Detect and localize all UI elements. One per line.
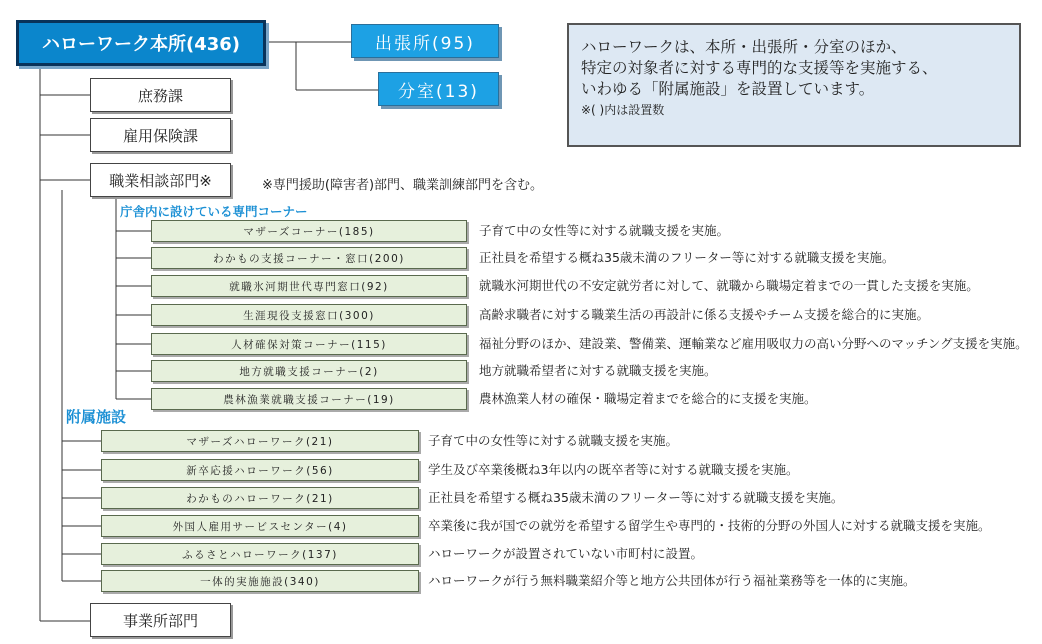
corner-description: 子育て中の女性等に対する就職支援を実施。 (479, 223, 730, 238)
dept-employment-insurance: 雇用保険課 (90, 118, 231, 152)
facility-description: 子育て中の女性等に対する就職支援を実施。 (428, 433, 679, 448)
facility-description: 卒業後に我が国での就労を希望する留学生や専門的・技術的分野の外国人に対する就職支援を実施。 (428, 518, 991, 533)
corners-heading: 庁舎内に設けている専門コーナー (120, 204, 308, 219)
info-line: 特定の対象者に対する専門的な支援等を実施する、 (581, 59, 938, 77)
dept-job-consultation: 職業相談部門※ (90, 163, 231, 197)
corner-node: 生涯現役支援窓口(300) (151, 304, 467, 326)
branch-office-node: 出張所(95) (351, 24, 499, 58)
facility-node: ふるさとハローワーク(137) (101, 543, 419, 565)
facilities-heading: 附属施設 (66, 408, 127, 426)
dept-business: 事業所部門 (90, 603, 231, 637)
corner-node: 就職氷河期世代専門窓口(92) (151, 275, 467, 297)
facility-description: ハローワークが設置されていない市町村に設置。 (428, 546, 704, 561)
corner-description: 福祉分野のほか、建設業、警備業、運輸業など雇用吸収力の高い分野へのマッチング支援を実施。 (479, 336, 1028, 351)
facility-description: 学生及び卒業後概ね3年以内の既卒者等に対する就職支援を実施。 (428, 462, 799, 477)
corner-node: 農林漁業就職支援コーナー(19) (151, 388, 467, 410)
corner-node: 人材確保対策コーナー(115) (151, 333, 467, 355)
corner-description: 高齢求職者に対する職業生活の再設計に係る支援やチーム支援を総合的に実施。 (479, 307, 930, 322)
corner-description: 正社員を希望する概ね35歳未満のフリーター等に対する就職支援を実施。 (479, 250, 895, 265)
corner-description: 農林漁業人材の確保・職場定着までを総合的に支援を実施。 (479, 391, 817, 406)
info-box (567, 23, 1021, 147)
corner-node: マザーズコーナー(185) (151, 220, 467, 242)
corner-node: わかもの支援コーナー・窓口(200) (151, 247, 467, 269)
corner-node: 地方就職支援コーナー(2) (151, 360, 467, 382)
consultation-note: ※専門援助(障害者)部門、職業訓練部門を含む。 (262, 178, 544, 193)
facility-description: 正社員を希望する概ね35歳未満のフリーター等に対する就職支援を実施。 (428, 490, 844, 505)
facility-node: 新卒応援ハローワーク(56) (101, 459, 419, 481)
info-line: ハローワークは、本所・出張所・分室のほか、 (581, 38, 907, 56)
info-footnote: ※( )内は設置数 (581, 103, 665, 117)
facility-description: ハローワークが行う無料職業紹介等と地方公共団体が行う福祉業務等を一体的に実施。 (428, 573, 916, 588)
facility-node: 外国人雇用サービスセンター(4) (101, 515, 419, 537)
dept-general-affairs: 庶務課 (90, 78, 231, 112)
sub-office-node: 分室(13) (378, 72, 499, 106)
facility-node: わかものハローワーク(21) (101, 487, 419, 509)
root-node: ハローワーク本所(436) (16, 20, 266, 66)
facility-node: マザーズハローワーク(21) (101, 430, 419, 452)
info-line: いわゆる「附属施設」を設置しています。 (581, 80, 875, 98)
facility-node: 一体的実施施設(340) (101, 570, 419, 592)
corner-description: 地方就職希望者に対する就職支援を実施。 (479, 363, 717, 378)
corner-description: 就職氷河期世代の不安定就労者に対して、就職から職場定着までの一貫した支援を実施。 (479, 278, 979, 293)
